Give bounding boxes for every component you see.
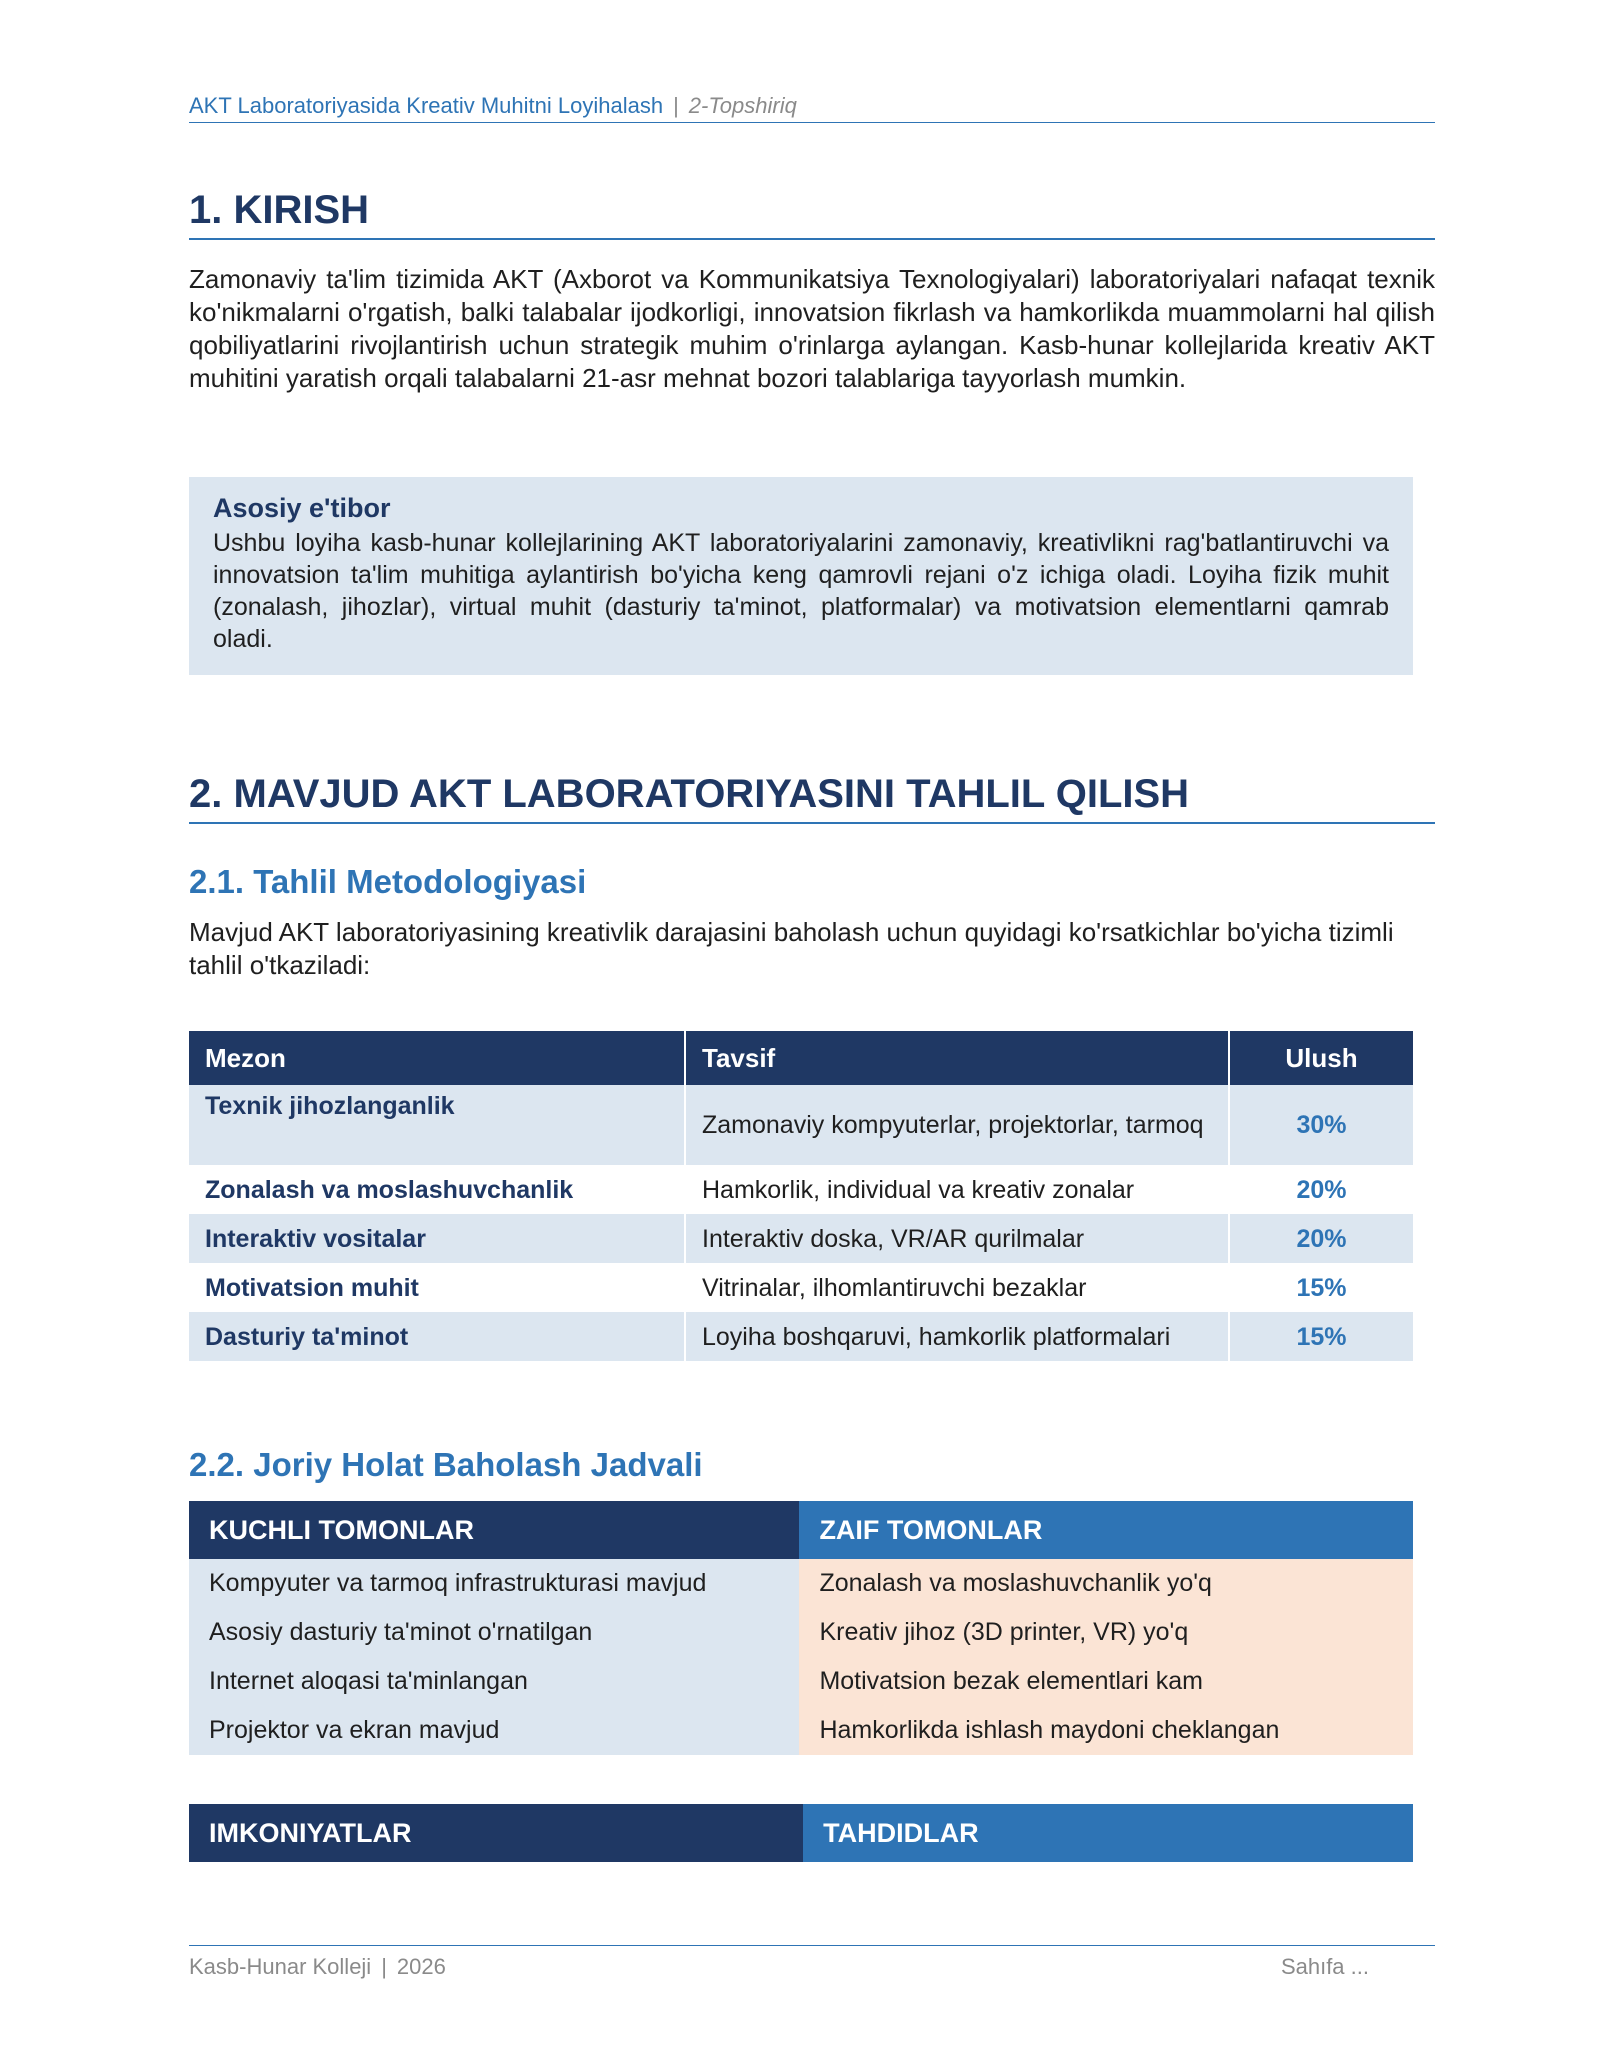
key-focus-callout xyxy=(189,477,1413,675)
strength-item: Kompyuter va tarmoq infrastrukturasi mavjud xyxy=(189,1559,799,1608)
column-header-ulush: Ulush xyxy=(1229,1031,1413,1085)
table-row xyxy=(189,1214,1413,1263)
column-header-mezon: Mezon xyxy=(189,1031,685,1085)
cell-ulush: 20% xyxy=(1229,1165,1413,1214)
cell-mezon: Interaktiv vositalar xyxy=(189,1214,685,1263)
swot-opportunities-threats-table xyxy=(189,1804,1413,1862)
subheading-assessment: 2.2. Joriy Holat Baholash Jadvali xyxy=(189,1446,703,1483)
table-row xyxy=(189,1263,1413,1312)
cell-tavsif: Loyiha boshqaruvi, hamkorlik platformalari xyxy=(685,1312,1229,1361)
cell-tavsif: Hamkorlik, individual va kreativ zonalar xyxy=(685,1165,1229,1214)
footer-year: 2026 xyxy=(396,1954,446,1979)
criteria-table xyxy=(189,1031,1413,1361)
header-separator: | xyxy=(673,93,679,118)
column-header-tavsif: Tavsif xyxy=(685,1031,1229,1085)
cell-tavsif: Interaktiv doska, VR/AR qurilmalar xyxy=(685,1214,1229,1263)
swot-row xyxy=(189,1559,1413,1608)
section-heading-kirish: 1. KIRISH xyxy=(189,186,1435,240)
header-title: AKT Laboratoriyasida Kreativ Muhitni Loyihalash xyxy=(189,93,664,118)
strengths-header: KUCHLI TOMONLAR xyxy=(189,1501,799,1559)
section-heading-analysis: 2. MAVJUD AKT LABORATORIYASINI TAHLIL QILISH xyxy=(189,770,1435,824)
swot-header-row xyxy=(189,1501,1413,1559)
footer-page-number: Sahıfa ... xyxy=(1280,1954,1369,1979)
cell-mezon: Dasturiy ta'minot xyxy=(189,1312,685,1361)
strength-item: Internet aloqasi ta'minlangan xyxy=(189,1657,799,1706)
strength-item: Asosiy dasturiy ta'minot o'rnatilgan xyxy=(189,1608,799,1657)
swot-header-row xyxy=(189,1804,1413,1862)
methodology-paragraph: Mavjud AKT laboratoriyasining kreativlik darajasini baholash uchun quyidagi ko'rsatkichlar bo'yicha tizimli tahlil o'tkaziladi: xyxy=(189,917,1394,980)
weakness-item: Zonalash va moslashuvchanlik yo'q xyxy=(799,1559,1413,1608)
table-row xyxy=(189,1085,1413,1165)
cell-mezon: Motivatsion muhit xyxy=(189,1263,685,1312)
threats-header: TAHDIDLAR xyxy=(803,1804,1413,1862)
cell-mezon: Texnik jihozlanganlik xyxy=(189,1085,685,1165)
cell-tavsif: Zamonaviy kompyuterlar, projektorlar, tarmoq xyxy=(685,1085,1229,1165)
footer-college: Kasb-Hunar Kolleji xyxy=(189,1954,372,1979)
footer-separator: | xyxy=(381,1954,387,1979)
table-row xyxy=(189,1312,1413,1361)
callout-text: Ushbu loyiha kasb-hunar kollejlarining AKT laboratoriyalarini zamonaviy, kreativlikni rag'batlantiruvchi va innovatsion ta'lim muhitiga aylantirish bo'yicha keng qamrovli rejani o'z ichiga oladi. Loyiha fizik muhit (zonalash, jihozlar), virtual muhit (dasturiy ta'minot, platformalar) va motivatsion elementlarni qamrab oladi. xyxy=(213,529,1389,653)
subheading-methodology: 2.1. Tahlil Metodologiyasi xyxy=(189,863,587,900)
strength-item: Projektor va ekran mavjud xyxy=(189,1706,799,1755)
swot-row xyxy=(189,1608,1413,1657)
cell-mezon: Zonalash va moslashuvchanlik xyxy=(189,1165,685,1214)
callout-title: Asosiy e'tibor xyxy=(213,493,391,523)
cell-tavsif: Vitrinalar, ilhomlantiruvchi bezaklar xyxy=(685,1263,1229,1312)
weaknesses-header: ZAIF TOMONLAR xyxy=(799,1501,1413,1559)
cell-ulush: 15% xyxy=(1229,1312,1413,1361)
cell-ulush: 15% xyxy=(1229,1263,1413,1312)
criteria-header-row xyxy=(189,1031,1413,1085)
cell-ulush: 30% xyxy=(1229,1085,1413,1165)
intro-paragraph: Zamonaviy ta'lim tizimida AKT (Axborot va Kommunikatsiya Texnologiyalari) laboratoriyalari nafaqat texnik ko'nikmalarni o'rgatish, balki talabalar ijodkorligi, innovatsion fikrlash va hamkorlikda muammolarni hal qilish qobiliyatlarini rivojlantirish uchun strategik muhim o'rinlarga aylangan. Kasb-hunar kollejlarida kreativ AKT muhitini yaratish orqali talabalarni 21-asr mehnat bozori talablariga tayyorlash mumkin. xyxy=(189,264,1435,393)
table-row xyxy=(189,1165,1413,1214)
opportunities-header: IMKONIYATLAR xyxy=(189,1804,803,1862)
swot-strengths-weaknesses-table xyxy=(189,1501,1413,1755)
weakness-item: Kreativ jihoz (3D printer, VR) yo'q xyxy=(799,1608,1413,1657)
cell-ulush: 20% xyxy=(1229,1214,1413,1263)
running-header xyxy=(189,92,1435,123)
running-footer xyxy=(189,1945,1435,1982)
swot-row xyxy=(189,1706,1413,1755)
swot-row xyxy=(189,1657,1413,1706)
weakness-item: Motivatsion bezak elementlari kam xyxy=(799,1657,1413,1706)
header-subtitle: 2-Topshiriq xyxy=(688,93,797,118)
weakness-item: Hamkorlikda ishlash maydoni cheklangan xyxy=(799,1706,1413,1755)
